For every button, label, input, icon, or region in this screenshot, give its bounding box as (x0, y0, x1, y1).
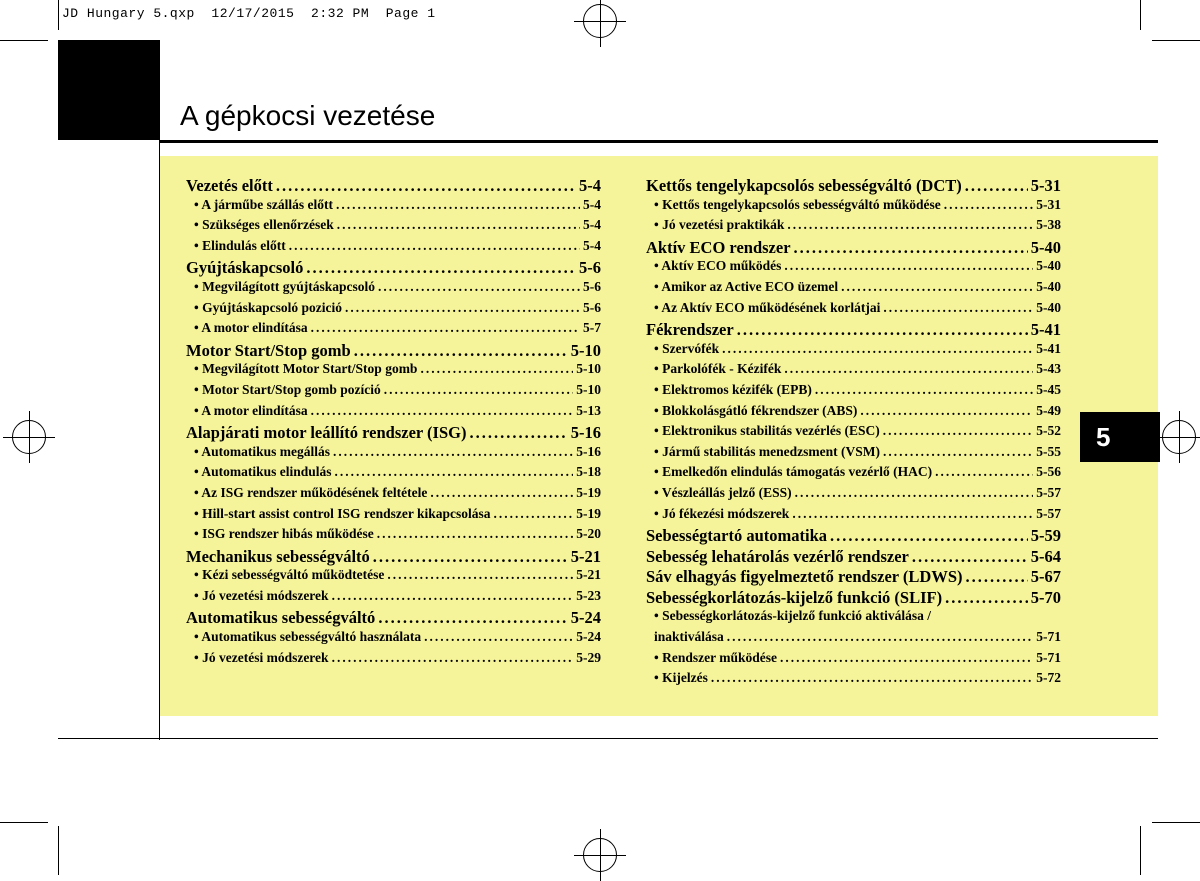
toc-page-number: 5-10 (570, 340, 601, 360)
toc-page-number: 5-71 (1036, 649, 1061, 665)
title-rule (160, 140, 1158, 143)
toc-subentry[interactable] (186, 629, 601, 650)
toc-entry-label: • A motor elindítása (194, 320, 308, 336)
toc-entry-label: inaktiválása (654, 629, 724, 645)
dot-leader (945, 588, 1028, 608)
dot-leader (780, 650, 1033, 666)
toc-subentry[interactable] (646, 608, 1061, 629)
toc-subentry[interactable] (646, 300, 1061, 321)
dot-leader (354, 341, 568, 361)
dot-leader (935, 464, 1033, 480)
toc-page-number: 5-67 (1030, 567, 1061, 587)
toc-entry-label: • Gyújtáskapcsoló pozició (194, 299, 342, 315)
toc-page-number: 5-72 (1036, 670, 1061, 686)
toc-entry-label: Aktív ECO rendszer (646, 237, 791, 257)
toc-right-column (646, 176, 1061, 691)
dot-leader (494, 506, 574, 522)
page-title: A gépkocsi vezetése (180, 100, 436, 131)
toc-entry-label: • Automatikus megállás (194, 443, 330, 459)
toc-page-number: 5-19 (576, 484, 601, 500)
dot-leader (378, 279, 580, 295)
toc-subentry[interactable] (186, 444, 601, 465)
toc-subentry[interactable] (646, 403, 1061, 424)
toc-entry[interactable] (186, 608, 601, 629)
dot-leader (711, 670, 1033, 686)
toc-entry-label: Mechanikus sebességváltó (186, 546, 370, 566)
toc-subentry[interactable] (186, 650, 601, 671)
toc-entry[interactable] (646, 588, 1061, 609)
toc-subentry[interactable] (646, 341, 1061, 362)
toc-entry-label: Sebesség lehatárolás vezérlő rendszer (646, 546, 909, 566)
toc-entry-label: • Elektronikus stabilitás vezérlés (ESC) (654, 423, 880, 439)
chapter-tab (1080, 412, 1160, 462)
toc-subentry[interactable] (646, 629, 1061, 650)
dot-leader (430, 485, 573, 501)
registration-mark-icon (583, 4, 617, 38)
crop-mark (1152, 40, 1200, 41)
toc-subentry[interactable] (646, 506, 1061, 527)
toc-page-number: 5-41 (1036, 340, 1061, 356)
dot-leader (332, 588, 574, 604)
toc-entry-label: • Az ISG rendszer működésének feltétele (194, 484, 428, 500)
dot-leader (860, 403, 1033, 419)
toc-entry-label: • Szervófék (654, 340, 720, 356)
toc-entry-label: • Motor Start/Stop gomb pozíció (194, 381, 381, 397)
toc-page-number: 5-49 (1036, 402, 1061, 418)
toc-entry[interactable] (646, 176, 1061, 197)
toc-page-number: 5-6 (583, 299, 601, 315)
toc-entry-label: • A motor elindítása (194, 402, 308, 418)
toc-page-number: 5-10 (576, 381, 601, 397)
toc-entry-label: • Megvilágított gyújtáskapcsoló (194, 278, 375, 294)
toc-page-number: 5-18 (576, 464, 601, 480)
toc-page-number: 5-38 (1036, 217, 1061, 233)
toc-page-number: 5-40 (1030, 237, 1061, 257)
dot-leader (378, 608, 567, 628)
toc-entry[interactable] (646, 567, 1061, 588)
toc-entry-label: • Jó fékezési módszerek (654, 505, 790, 521)
toc-entry[interactable] (646, 547, 1061, 568)
dot-leader (335, 464, 574, 480)
toc-entry[interactable] (646, 526, 1061, 547)
dot-leader (333, 444, 573, 460)
toc-entry-label: • Hill-start assist control ISG rendszer kikapcsolása (194, 505, 491, 521)
toc-entry-label: • Sebességkorlátozás-kijelző funkció aktiválása / (654, 608, 931, 624)
dot-leader (727, 629, 1033, 645)
toc-entry-label: Motor Start/Stop gomb (186, 340, 351, 360)
toc-entry-label: • Megvilágított Motor Start/Stop gomb (194, 361, 418, 377)
dot-leader (345, 300, 580, 316)
toc-left-column (186, 176, 601, 670)
toc-entry-label: Alapjárati motor leállító rendszer (ISG) (186, 423, 467, 443)
dot-leader (883, 444, 1033, 460)
toc-subentry[interactable] (186, 320, 601, 341)
toc-subentry[interactable] (186, 382, 601, 403)
toc-page-number: 5-71 (1036, 629, 1061, 645)
toc-page-number: 5-45 (1036, 381, 1061, 397)
toc-page-number: 5-4 (583, 237, 601, 253)
toc-page-number: 5-6 (583, 278, 601, 294)
dot-leader (795, 485, 1034, 501)
toc-page-number: 5-40 (1036, 299, 1061, 315)
toc-page-number: 5-13 (576, 402, 601, 418)
dot-leader (965, 176, 1028, 196)
toc-subentry[interactable] (186, 403, 601, 424)
toc-page-number: 5-16 (576, 443, 601, 459)
crop-mark (0, 40, 48, 41)
toc-entry-label: • Elektromos kézifék (EPB) (654, 381, 812, 397)
toc-subentry[interactable] (186, 485, 601, 506)
dot-leader (289, 238, 580, 254)
toc-subentry[interactable] (646, 197, 1061, 218)
toc-page-number: 5-19 (576, 505, 601, 521)
crop-mark (1140, 826, 1141, 875)
toc-entry[interactable] (186, 423, 601, 444)
dot-leader (387, 567, 573, 583)
dot-leader (815, 382, 1033, 398)
toc-entry[interactable] (186, 176, 601, 197)
toc-subentry[interactable] (186, 506, 601, 527)
toc-entry-label: Automatikus sebességváltó (186, 608, 376, 628)
dot-leader (469, 423, 567, 443)
dot-leader (912, 547, 1028, 567)
chapter-number: 5 (1096, 422, 1111, 452)
toc-subentry[interactable] (186, 197, 601, 218)
toc-page-number: 5-55 (1036, 443, 1061, 459)
toc-entry-label: • Elindulás előtt (194, 237, 286, 253)
toc-page-number: 5-31 (1036, 196, 1061, 212)
toc-entry-label: Fékrendszer (646, 320, 734, 340)
toc-entry-label: • Jármű stabilitás menedzsment (VSM) (654, 443, 880, 459)
toc-page-number: 5-24 (570, 608, 601, 628)
registration-mark-icon (12, 420, 46, 454)
dot-leader (311, 403, 574, 419)
dot-leader (830, 526, 1028, 546)
dot-leader (883, 423, 1034, 439)
toc-page-number: 5-7 (583, 320, 601, 336)
bottom-rule (58, 738, 1158, 739)
crop-mark (1140, 0, 1141, 30)
toc-entry-label: Gyújtáskapcsoló (186, 258, 304, 278)
toc-entry-label: • Aktív ECO működés (654, 258, 782, 274)
toc-page-number: 5-23 (576, 587, 601, 603)
print-header: JD Hungary 5.qxp 12/17/2015 2:32 PM Page 1 (62, 6, 436, 21)
toc-page-number: 5-24 (576, 629, 601, 645)
toc-entry-label: • Jó vezetési módszerek (194, 649, 329, 665)
dot-leader (311, 320, 580, 336)
dot-leader (306, 258, 576, 278)
toc-entry-label: Sáv elhagyás figyelmeztető rendszer (LDWS) (646, 567, 963, 587)
toc-entry-label: • Blokkolásgátló fékrendszer (ABS) (654, 402, 858, 418)
toc-page-number: 5-41 (1030, 320, 1061, 340)
toc-entry-label: • Emelkedőn elindulás támogatás vezérlő (HAC) (654, 464, 933, 480)
dot-leader (737, 320, 1028, 340)
toc-page-number: 5-43 (1036, 361, 1061, 377)
dot-leader (336, 197, 580, 213)
toc-subentry[interactable] (186, 238, 601, 259)
toc-subentry[interactable] (646, 217, 1061, 238)
toc-entry-label: Sebességkorlátozás-kijelző funkció (SLIF) (646, 587, 943, 607)
toc-subentry[interactable] (186, 279, 601, 300)
toc-entry[interactable] (186, 258, 601, 279)
toc-subentry[interactable] (646, 464, 1061, 485)
toc-page-number: 5-64 (1030, 546, 1061, 566)
toc-page-number: 5-20 (576, 526, 601, 542)
toc-page-number: 5-4 (583, 217, 601, 233)
toc-entry-label: Kettős tengelykapcsolós sebességváltó (DCT) (646, 176, 962, 195)
toc-entry[interactable] (186, 547, 601, 568)
toc-page-number: 5-16 (570, 423, 601, 443)
dot-leader (377, 526, 573, 542)
toc-entry-label: • Az Aktív ECO működésének korlátjai (654, 299, 881, 315)
toc-entry-label: • Vészleállás jelző (ESS) (654, 484, 792, 500)
toc-page-number: 5-59 (1030, 526, 1061, 546)
toc-page-number: 5-40 (1036, 278, 1061, 294)
dot-leader (944, 197, 1034, 213)
toc-entry-label: • Amikor az Active ECO üzemel (654, 278, 839, 294)
toc-entry[interactable] (186, 341, 601, 362)
toc-subentry[interactable] (646, 279, 1061, 300)
crop-mark (58, 826, 59, 875)
dot-leader (722, 341, 1033, 357)
dot-leader (384, 382, 574, 398)
toc-page-number: 5-10 (576, 361, 601, 377)
dot-leader (841, 279, 1033, 295)
dot-leader (792, 506, 1033, 522)
toc-page-number: 5-4 (583, 196, 601, 212)
toc-entry-label: • Kijelzés (654, 670, 708, 686)
toc-page-number: 5-56 (1036, 464, 1061, 480)
dot-leader (794, 238, 1028, 258)
toc-page-number: 5-31 (1030, 176, 1061, 195)
toc-subentry[interactable] (646, 361, 1061, 382)
toc-entry[interactable] (646, 238, 1061, 259)
toc-subentry[interactable] (646, 423, 1061, 444)
toc-page-number: 5-57 (1036, 484, 1061, 500)
toc-entry-label: Sebességtartó automatika (646, 526, 828, 546)
toc-entry-label: Vezetés előtt (186, 176, 273, 195)
dot-leader (373, 547, 568, 567)
dot-leader (420, 361, 573, 377)
toc-entry-label: • Automatikus sebességváltó használata (194, 629, 422, 645)
toc-subentry[interactable] (186, 361, 601, 382)
toc-entry-label: • Kézi sebességváltó működtetése (194, 567, 385, 583)
dot-leader (424, 629, 573, 645)
dot-leader (784, 361, 1033, 377)
toc-subentry[interactable] (186, 567, 601, 588)
toc-entry-label: • Jó vezetési módszerek (194, 587, 329, 603)
toc-page-number: 5-57 (1036, 505, 1061, 521)
toc-entry-label: • Jó vezetési praktikák (654, 217, 785, 233)
crop-mark (1152, 822, 1200, 823)
toc-page-number: 5-6 (579, 258, 601, 278)
toc-subentry[interactable] (646, 485, 1061, 506)
toc-page-number: 5-70 (1030, 587, 1061, 607)
toc-entry-label: • Automatikus elindulás (194, 464, 332, 480)
toc-subentry[interactable] (646, 670, 1061, 691)
dot-leader (883, 300, 1033, 316)
toc-subentry[interactable] (646, 382, 1061, 403)
toc-entry-label: • Szükséges ellenőrzések (194, 217, 334, 233)
header-black-tab (58, 40, 160, 140)
toc-subentry[interactable] (186, 217, 601, 238)
toc-entry-label: • A járműbe szállás előtt (194, 196, 333, 212)
crop-mark (0, 822, 48, 823)
dot-leader (784, 258, 1033, 274)
dot-leader (966, 567, 1028, 587)
dot-leader (276, 176, 576, 196)
toc-subentry[interactable] (186, 526, 601, 547)
registration-mark-icon (583, 838, 617, 872)
toc-subentry[interactable] (646, 444, 1061, 465)
toc-entry[interactable] (646, 320, 1061, 341)
toc-subentry[interactable] (186, 464, 601, 485)
dot-leader (787, 217, 1033, 233)
toc-page-number: 5-4 (579, 176, 601, 195)
toc-entry-label: • Rendszer működése (654, 649, 777, 665)
toc-subentry[interactable] (646, 650, 1061, 671)
toc-subentry[interactable] (186, 300, 601, 321)
toc-entry-label: • Parkolófék - Kézifék (654, 361, 782, 377)
dot-leader (332, 650, 574, 666)
toc-page-number: 5-29 (576, 649, 601, 665)
toc-entry-label: • Kettős tengelykapcsolós sebességváltó működése (654, 196, 941, 212)
toc-page-number: 5-21 (576, 567, 601, 583)
toc-page-number: 5-52 (1036, 423, 1061, 439)
registration-mark-icon (1162, 420, 1196, 454)
dot-leader (337, 217, 580, 233)
toc-entry-label: • ISG rendszer hibás működése (194, 526, 374, 542)
toc-page-number: 5-21 (570, 546, 601, 566)
toc-subentry[interactable] (646, 258, 1061, 279)
toc-page-number: 5-40 (1036, 258, 1061, 274)
crop-mark (58, 0, 59, 30)
toc-subentry[interactable] (186, 588, 601, 609)
